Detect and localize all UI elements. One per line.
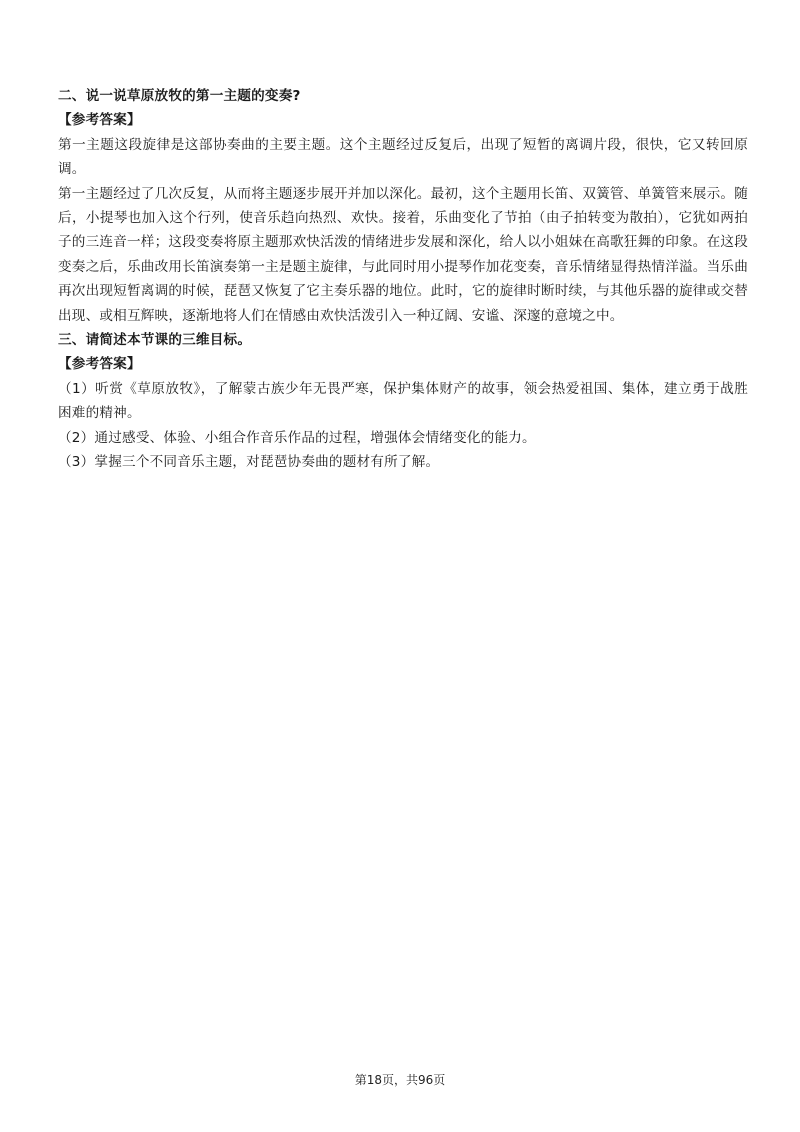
answer-paragraph: 第一主题这段旋律是这部协奏曲的主要主题。这个主题经过反复后，出现了短暂的离调片段，很快，它又转回原调。 (58, 136, 748, 178)
question-heading-2: 二、说一说草原放牧的第一主题的变奏? (58, 88, 301, 104)
answer-paragraph: （1）听赏《草原放牧》，了解蒙古族少年无畏严寒，保护集体财产的故事，领会热爱祖国、集体，建立勇于战胜困难的精神。 (58, 380, 748, 422)
page-content (58, 84, 748, 475)
answer-paragraph: 第一主题经过了几次反复，从而将主题逐步展开并加以深化。最初，这个主题用长笛、双簧管、单簧管来展示。随后，小提琴也加入这个行列，使音乐趋向热烈、欢快。接着，乐曲变化了节拍（由子拍转变为散拍），它犹如两拍子的三连音一样；这段变奏将原主题那欢快活泼的情绪进步发展和深化，给人以小姐妹在高歌狂舞的印象。在这段变奏之后，乐曲改用长笛演奏第一主是题主旋律，与此同时用小提琴作加花变奏，音乐情绪显得热情洋溢。当乐曲再次出现短暂离调的时候，琵琶又恢复了它主奏乐器的地位。此时，它的旋律时断时续，与其他乐器的旋律或交替出现、或相互辉映，逐渐地将人们在情感由欢快活泼引入一种辽阔、安谧、深邃的意境之中。 (58, 185, 748, 324)
answer-label-3: 【参考答案】 (58, 356, 141, 373)
page-number-footer: 第18页，共96页 (354, 1073, 446, 1087)
answer-label-2: 【参考答案】 (58, 112, 141, 129)
question-heading-3: 三、请简述本节课的三维目标。 (58, 332, 252, 349)
answer-paragraph: （3）掌握三个不同音乐主题，对琵琶协奏曲的题材有所了解。 (58, 454, 440, 471)
answer-paragraph: （2）通过感受、体验、小组合作音乐作品的过程，增强体会情绪变化的能力。 (58, 429, 536, 446)
